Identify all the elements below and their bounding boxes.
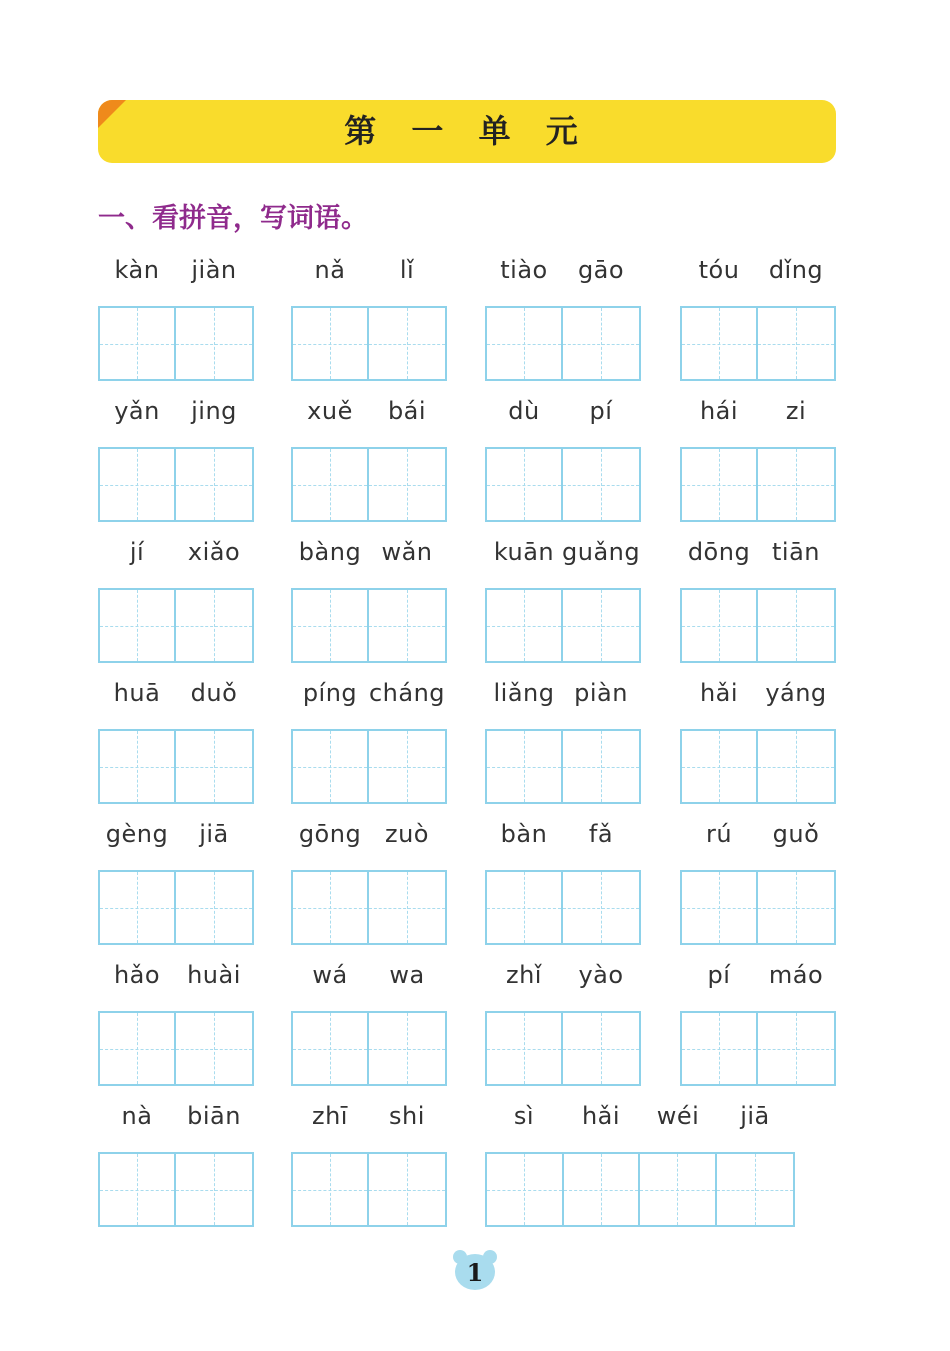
- pinyin-syllable: hǎi: [699, 679, 739, 707]
- pinyin-row: [291, 679, 447, 715]
- pinyin-syllable: dù: [508, 397, 540, 425]
- word-item: [485, 397, 641, 523]
- pinyin-syllable: yǎn: [114, 397, 160, 425]
- writing-grid: [291, 1152, 447, 1227]
- tianzige-cell[interactable]: [758, 590, 834, 661]
- tianzige-cell[interactable]: [369, 308, 445, 379]
- tianzige-cell[interactable]: [487, 590, 563, 661]
- pinyin-syllable: gāo: [577, 256, 625, 284]
- tianzige-cell[interactable]: [682, 308, 758, 379]
- writing-grid: [98, 447, 254, 522]
- writing-grid: [291, 588, 447, 663]
- pinyin-row: [485, 961, 641, 997]
- pinyin-row: [98, 679, 254, 715]
- pinyin-syllable: zi: [785, 397, 807, 425]
- writing-grid: [291, 870, 447, 945]
- pinyin-row: [485, 679, 641, 715]
- tianzige-cell[interactable]: [682, 872, 758, 943]
- word-item: [680, 256, 836, 382]
- pinyin-row: [485, 820, 641, 856]
- pinyin-syllable: tiào: [500, 256, 548, 284]
- word-item: [485, 679, 641, 805]
- pinyin-syllable: huài: [187, 961, 241, 989]
- unit-title: 第 一 单 元: [344, 112, 590, 150]
- pinyin-row: [680, 538, 836, 574]
- pinyin-syllable: hǎo: [113, 961, 161, 989]
- writing-grid: [98, 1011, 254, 1086]
- word-item: [98, 961, 254, 1087]
- pinyin-syllable: liǎng: [493, 679, 555, 707]
- tianzige-cell[interactable]: [563, 731, 639, 802]
- pinyin-syllable: huā: [113, 679, 161, 707]
- tianzige-cell[interactable]: [369, 590, 445, 661]
- pinyin-syllable: hǎi: [581, 1102, 621, 1130]
- writing-grid: [98, 870, 254, 945]
- pinyin-row: [680, 256, 836, 292]
- pinyin-syllable: jí: [129, 538, 145, 566]
- tianzige-cell[interactable]: [563, 308, 639, 379]
- pinyin-row: [98, 397, 254, 433]
- pinyin-syllable: kàn: [114, 256, 160, 284]
- writing-grid: [680, 306, 836, 381]
- tianzige-cell[interactable]: [293, 449, 369, 520]
- pinyin-row: [291, 538, 447, 574]
- pinyin-syllable: tiān: [772, 538, 820, 566]
- tianzige-cell[interactable]: [563, 449, 639, 520]
- pinyin-syllable: yáng: [765, 679, 827, 707]
- tianzige-cell[interactable]: [369, 1013, 445, 1084]
- word-item: [485, 256, 641, 382]
- word-item: [291, 1102, 447, 1228]
- pinyin-syllable: fǎ: [588, 820, 614, 848]
- pinyin-row: [98, 1102, 254, 1138]
- tianzige-cell[interactable]: [176, 872, 252, 943]
- pinyin-row: [485, 1102, 795, 1138]
- pinyin-row: [291, 256, 447, 292]
- word-item: [485, 1102, 795, 1228]
- word-item: [98, 397, 254, 523]
- tianzige-cell[interactable]: [293, 731, 369, 802]
- tianzige-cell[interactable]: [293, 1154, 369, 1225]
- writing-grid: [98, 306, 254, 381]
- pinyin-syllable: yào: [578, 961, 624, 989]
- writing-grid: [291, 447, 447, 522]
- pinyin-syllable: cháng: [368, 679, 446, 707]
- pinyin-row: [98, 538, 254, 574]
- word-item: [485, 820, 641, 946]
- pinyin-syllable: jiā: [740, 1102, 770, 1130]
- pinyin-syllable: bàn: [500, 820, 548, 848]
- pinyin-syllable: duǒ: [190, 679, 238, 707]
- tianzige-cell[interactable]: [487, 1154, 564, 1225]
- pinyin-syllable: píng: [302, 679, 358, 707]
- pinyin-syllable: lǐ: [399, 256, 415, 284]
- pinyin-syllable: xuě: [307, 397, 353, 425]
- pinyin-syllable: gōng: [298, 820, 362, 848]
- pinyin-syllable: zuò: [385, 820, 429, 848]
- tianzige-cell[interactable]: [100, 308, 176, 379]
- pinyin-row: [680, 820, 836, 856]
- page-number: 1: [455, 1254, 495, 1290]
- word-item: [291, 256, 447, 382]
- tianzige-cell[interactable]: [176, 308, 252, 379]
- tianzige-cell[interactable]: [758, 872, 834, 943]
- pinyin-syllable: zhǐ: [506, 961, 542, 989]
- tianzige-cell[interactable]: [176, 1154, 252, 1225]
- tianzige-cell[interactable]: [100, 1154, 176, 1225]
- tianzige-cell[interactable]: [758, 449, 834, 520]
- writing-grid: [485, 729, 641, 804]
- section-title: 一、看拼音，写词语。: [98, 203, 368, 234]
- pinyin-syllable: guǎng: [562, 538, 641, 566]
- tianzige-cell[interactable]: [100, 449, 176, 520]
- pinyin-syllable: jiàn: [191, 256, 237, 284]
- word-item: [98, 1102, 254, 1228]
- word-item: [98, 538, 254, 664]
- tianzige-cell[interactable]: [563, 1013, 639, 1084]
- tianzige-cell[interactable]: [487, 308, 563, 379]
- word-item: [291, 397, 447, 523]
- tianzige-cell[interactable]: [176, 1013, 252, 1084]
- pinyin-syllable: bàng: [298, 538, 362, 566]
- pinyin-row: [680, 397, 836, 433]
- word-item: [680, 538, 836, 664]
- pinyin-syllable: wa: [389, 961, 425, 989]
- word-item: [485, 961, 641, 1087]
- tianzige-cell[interactable]: [758, 731, 834, 802]
- tianzige-cell[interactable]: [487, 872, 563, 943]
- word-item: [680, 679, 836, 805]
- tianzige-cell[interactable]: [563, 590, 639, 661]
- unit-banner: [98, 100, 836, 163]
- tianzige-cell[interactable]: [369, 1154, 445, 1225]
- tianzige-cell[interactable]: [682, 449, 758, 520]
- tianzige-cell[interactable]: [293, 1013, 369, 1084]
- writing-grid: [98, 1152, 254, 1227]
- tianzige-cell[interactable]: [758, 308, 834, 379]
- word-item: [680, 397, 836, 523]
- pinyin-row: [291, 1102, 447, 1138]
- pinyin-syllable: wéi: [656, 1102, 700, 1130]
- word-item: [98, 679, 254, 805]
- pinyin-syllable: gèng: [105, 820, 169, 848]
- tianzige-cell[interactable]: [293, 872, 369, 943]
- word-item: [680, 961, 836, 1087]
- tianzige-cell[interactable]: [369, 731, 445, 802]
- tianzige-cell[interactable]: [717, 1154, 793, 1225]
- pinyin-syllable: kuān: [493, 538, 555, 566]
- pinyin-row: [680, 679, 836, 715]
- page-number-badge: [453, 1250, 497, 1290]
- word-item: [485, 538, 641, 664]
- pinyin-syllable: piàn: [574, 679, 628, 707]
- pinyin-row: [485, 256, 641, 292]
- pinyin-syllable: pí: [589, 397, 613, 425]
- writing-grid: [680, 1011, 836, 1086]
- tianzige-cell[interactable]: [176, 731, 252, 802]
- tianzige-cell[interactable]: [487, 731, 563, 802]
- tianzige-cell[interactable]: [682, 731, 758, 802]
- pinyin-row: [98, 820, 254, 856]
- tianzige-cell[interactable]: [176, 590, 252, 661]
- word-item: [98, 820, 254, 946]
- pinyin-syllable: pí: [707, 961, 731, 989]
- tianzige-cell[interactable]: [369, 449, 445, 520]
- tianzige-cell[interactable]: [487, 449, 563, 520]
- pinyin-syllable: shi: [389, 1102, 425, 1130]
- writing-grid: [291, 306, 447, 381]
- writing-grid: [98, 729, 254, 804]
- tianzige-cell[interactable]: [682, 1013, 758, 1084]
- pinyin-syllable: nǎ: [314, 256, 346, 284]
- tianzige-cell[interactable]: [640, 1154, 717, 1225]
- pinyin-syllable: máo: [768, 961, 824, 989]
- writing-grid: [680, 870, 836, 945]
- writing-grid: [485, 447, 641, 522]
- tianzige-cell[interactable]: [682, 590, 758, 661]
- tianzige-cell[interactable]: [487, 1013, 563, 1084]
- writing-grid: [485, 870, 641, 945]
- tianzige-cell[interactable]: [100, 731, 176, 802]
- pinyin-row: [291, 397, 447, 433]
- tianzige-cell[interactable]: [563, 872, 639, 943]
- pinyin-syllable: sì: [513, 1102, 535, 1130]
- pinyin-syllable: guǒ: [772, 820, 820, 848]
- pinyin-syllable: jiā: [199, 820, 229, 848]
- tianzige-cell[interactable]: [369, 872, 445, 943]
- writing-grid: [291, 729, 447, 804]
- pinyin-syllable: tóu: [698, 256, 740, 284]
- word-item: [680, 820, 836, 946]
- tianzige-cell[interactable]: [293, 308, 369, 379]
- writing-grid: [485, 588, 641, 663]
- tianzige-cell[interactable]: [293, 590, 369, 661]
- pinyin-syllable: biān: [187, 1102, 241, 1130]
- pinyin-row: [98, 961, 254, 997]
- tianzige-cell[interactable]: [176, 449, 252, 520]
- tianzige-cell[interactable]: [100, 1013, 176, 1084]
- pinyin-syllable: wǎn: [381, 538, 433, 566]
- pinyin-syllable: bái: [387, 397, 427, 425]
- pinyin-syllable: dōng: [687, 538, 751, 566]
- writing-grid: [291, 1011, 447, 1086]
- pinyin-row: [485, 538, 641, 574]
- word-item: [291, 538, 447, 664]
- pinyin-syllable: wá: [312, 961, 348, 989]
- tianzige-cell[interactable]: [758, 1013, 834, 1084]
- pinyin-row: [291, 961, 447, 997]
- pinyin-row: [291, 820, 447, 856]
- pinyin-syllable: rú: [705, 820, 733, 848]
- tianzige-cell[interactable]: [564, 1154, 641, 1225]
- writing-grid: [680, 588, 836, 663]
- pinyin-syllable: zhī: [312, 1102, 348, 1130]
- word-item: [291, 820, 447, 946]
- pinyin-row: [485, 397, 641, 433]
- tianzige-cell[interactable]: [100, 872, 176, 943]
- pinyin-syllable: dǐng: [768, 256, 824, 284]
- writing-grid: [680, 729, 836, 804]
- pinyin-syllable: nà: [121, 1102, 153, 1130]
- pinyin-syllable: hái: [699, 397, 739, 425]
- pinyin-row: [680, 961, 836, 997]
- pinyin-row: [98, 256, 254, 292]
- writing-grid: [680, 447, 836, 522]
- writing-grid: [485, 1011, 641, 1086]
- word-item: [98, 256, 254, 382]
- pinyin-syllable: xiǎo: [187, 538, 241, 566]
- word-item: [291, 961, 447, 1087]
- writing-grid: [98, 588, 254, 663]
- writing-grid: [485, 1152, 795, 1227]
- writing-grid: [485, 306, 641, 381]
- pinyin-syllable: jing: [191, 397, 237, 425]
- tianzige-cell[interactable]: [100, 590, 176, 661]
- word-item: [291, 679, 447, 805]
